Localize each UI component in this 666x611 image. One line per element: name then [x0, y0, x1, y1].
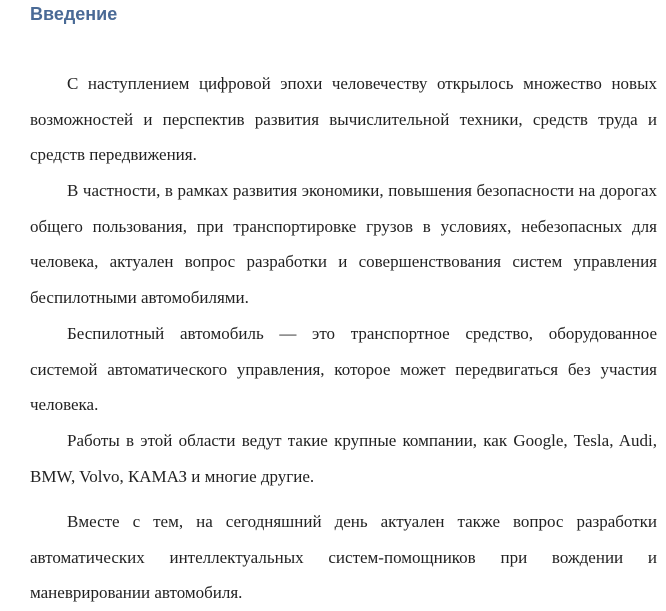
paragraph-intro: С наступлением цифровой эпохи человечеству открылось множество новых возможностей и перспектив развития вычислительной техники, средств труда и средств передвижения. [30, 74, 657, 164]
paragraph-definition: Беспилотный автомобиль — это транспортное средство, оборудованное системой автоматического управления, которое может передвигаться без участия человека. [30, 324, 657, 414]
paragraph-companies: Работы в этой области ведут такие крупные компании, как Google, Tesla, Audi, BMW, Volvo, КАМАЗ и многие другие. [30, 431, 657, 486]
section-heading: Введение [30, 4, 118, 24]
paragraph-assistants: Вместе с тем, на сегодняшний день актуален также вопрос разработки автоматических интеллектуальных систем-помощников при вождении и маневрировании автомобиля. [30, 512, 657, 602]
paragraph-motivation: В частности, в рамках развития экономики, повышения безопасности на дорогах общего пользования, при транспортировке грузов в условиях, небезопасных для человека, актуален вопрос разработки и совершенствования систем управления беспилотными автомобилями. [30, 181, 657, 307]
